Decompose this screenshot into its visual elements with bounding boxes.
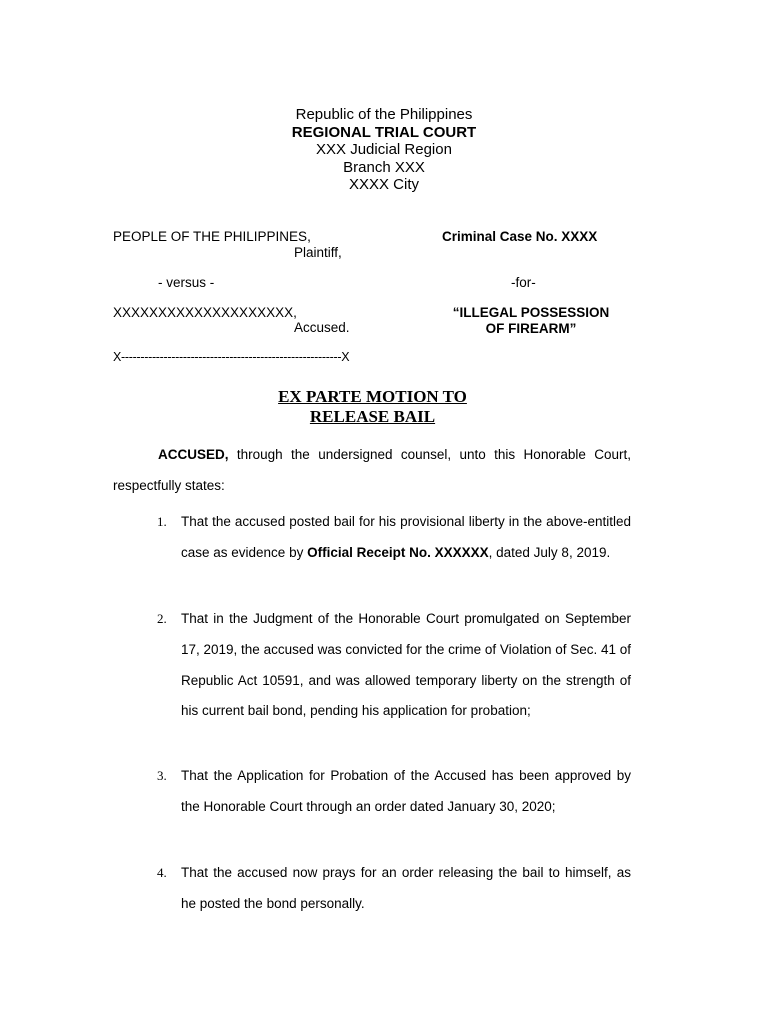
plaintiff-name: PEOPLE OF THE PHILIPPINES, <box>113 229 311 244</box>
title-line-1: EX PARTE MOTION TO <box>278 387 467 406</box>
offense-line-1: “ILLEGAL POSSESSION <box>452 305 610 320</box>
list-item-text-part: , dated July 8, 2019. <box>488 544 611 560</box>
document-title <box>0 387 745 427</box>
header-region: XXX Judicial Region <box>316 141 452 158</box>
caption-divider: X---------------------------------------------------------X <box>113 350 350 364</box>
header-branch: Branch XXX <box>343 158 425 176</box>
list-item-number: 4. <box>157 865 167 880</box>
accused-role: Accused. <box>294 320 350 335</box>
court-header <box>0 106 768 194</box>
official-receipt: Official Receipt No. XXXXXX <box>307 544 489 560</box>
list-item-text <box>181 507 631 569</box>
list-item-text: That the Application for Probation of the Accused has been approved by the Honorable Court through an order dated January 30, 2020; <box>181 768 631 814</box>
plaintiff-role: Plaintiff, <box>294 245 342 260</box>
list-item-number: 1. <box>157 514 167 529</box>
intro-lead: ACCUSED, <box>158 447 229 462</box>
list-item-number: 2. <box>157 611 167 626</box>
accused-name: XXXXXXXXXXXXXXXXXXXX, <box>113 305 297 320</box>
offense <box>441 305 621 336</box>
header-city: XXXX City <box>348 176 420 193</box>
intro-paragraph <box>113 440 631 502</box>
offense-line-2: OF FIREARM” <box>485 320 577 336</box>
versus-label: - versus - <box>158 275 215 290</box>
case-number: Criminal Case No. XXXX <box>442 229 598 244</box>
list-item-text: That the accused now prays for an order releasing the bail to himself, as he posted the bond personally. <box>181 865 631 911</box>
list-item-text-part: That the accused posted bail for his provisional liberty in the above-entitled case as evidence by <box>181 514 631 560</box>
list-item-text: That in the Judgment of the Honorable Court promulgated on September 17, 2019, the accused was convicted for the crime of Violation of Sec. 41 of Republic Act 10591, and was allowed temporary liberty on the strength of his current bail bond, pending his application for probation; <box>181 611 632 719</box>
header-republic: Republic of the Philippines <box>295 106 473 123</box>
list-item-number: 3. <box>157 768 167 783</box>
header-court: REGIONAL TRIAL COURT <box>291 123 477 141</box>
for-label: -for- <box>511 275 536 290</box>
intro-text: through the undersigned counsel, unto this Honorable Court, respectfully states: <box>113 447 631 493</box>
title-line-2: RELEASE BAIL <box>309 407 436 426</box>
